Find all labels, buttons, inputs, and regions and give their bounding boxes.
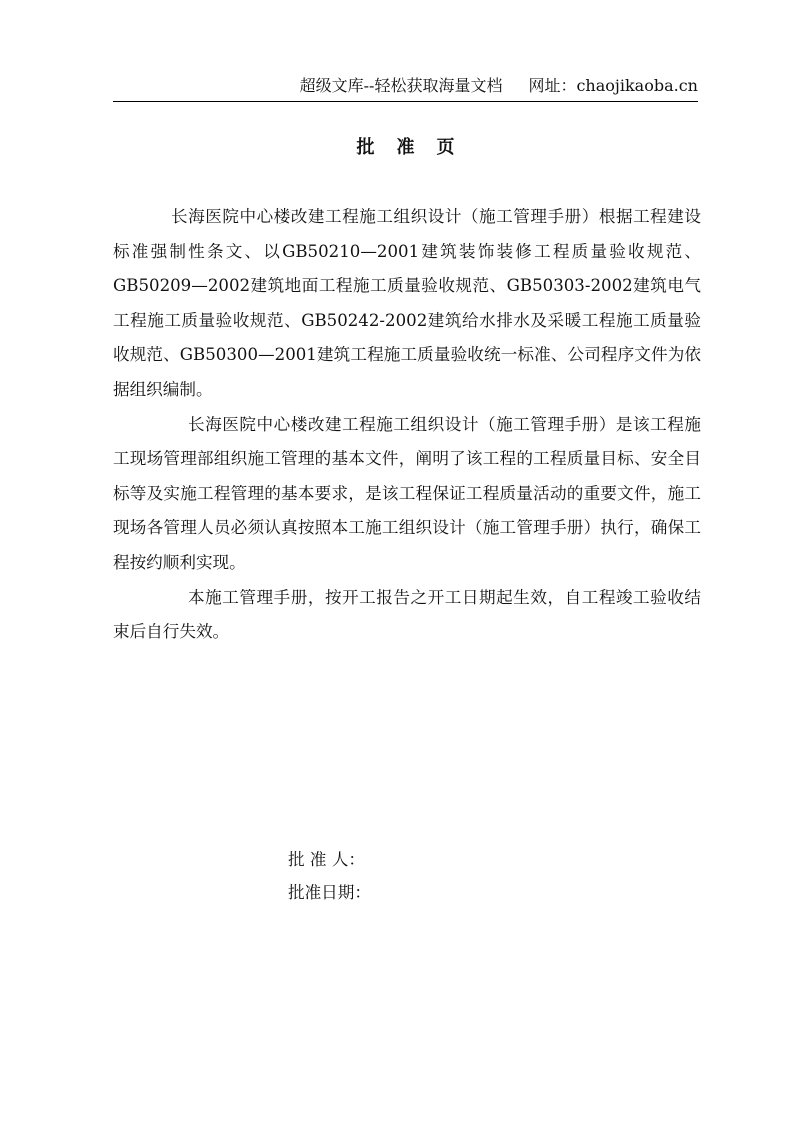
signature-block xyxy=(288,843,371,909)
header-url: 网址：chaojikaoba.cn xyxy=(528,76,698,95)
paragraph-purpose: 长海医院中心楼改建工程施工组织设计（施工管理手册）是该工程施工现场管理部组织施工管理的基本文件，阐明了该工程的工程质量目标、安全目标等及实施工程管理的基本要求，是该工程保证工程质量活动的重要文件，施工现场各管理人员必须认真按照本工施工组织设计（施工管理手册）执行，确保工程按约顺利实现。 xyxy=(113,414,701,572)
page-title: 批准页 xyxy=(356,137,477,158)
header-site-name: 超级文库--轻松获取海量文档 xyxy=(299,76,503,95)
page-header xyxy=(113,72,698,102)
paragraph-basis: 长海医院中心楼改建工程施工组织设计（施工管理手册）根据工程建设标准强制性条文、以GB50210—2001建筑装饰装修工程质量验收规范、GB50209—2002建筑地面工程施工质量验收规范、GB50303-2002建筑电气工程施工质量验收规范、GB50242-2002建筑给水排水及采暖工程施工质量验收规范、GB50300—2001建筑工程施工质量验收统一标准、公司程序文件为依据组织编制。 xyxy=(113,207,701,399)
approval-date-label: 批准日期： xyxy=(288,883,371,902)
approver-label: 批 准 人： xyxy=(288,850,365,869)
paragraph-validity: 本施工管理手册，按开工报告之开工日期起生效，自工程竣工验收结束后自行失效。 xyxy=(113,587,701,642)
document-body xyxy=(113,200,701,650)
